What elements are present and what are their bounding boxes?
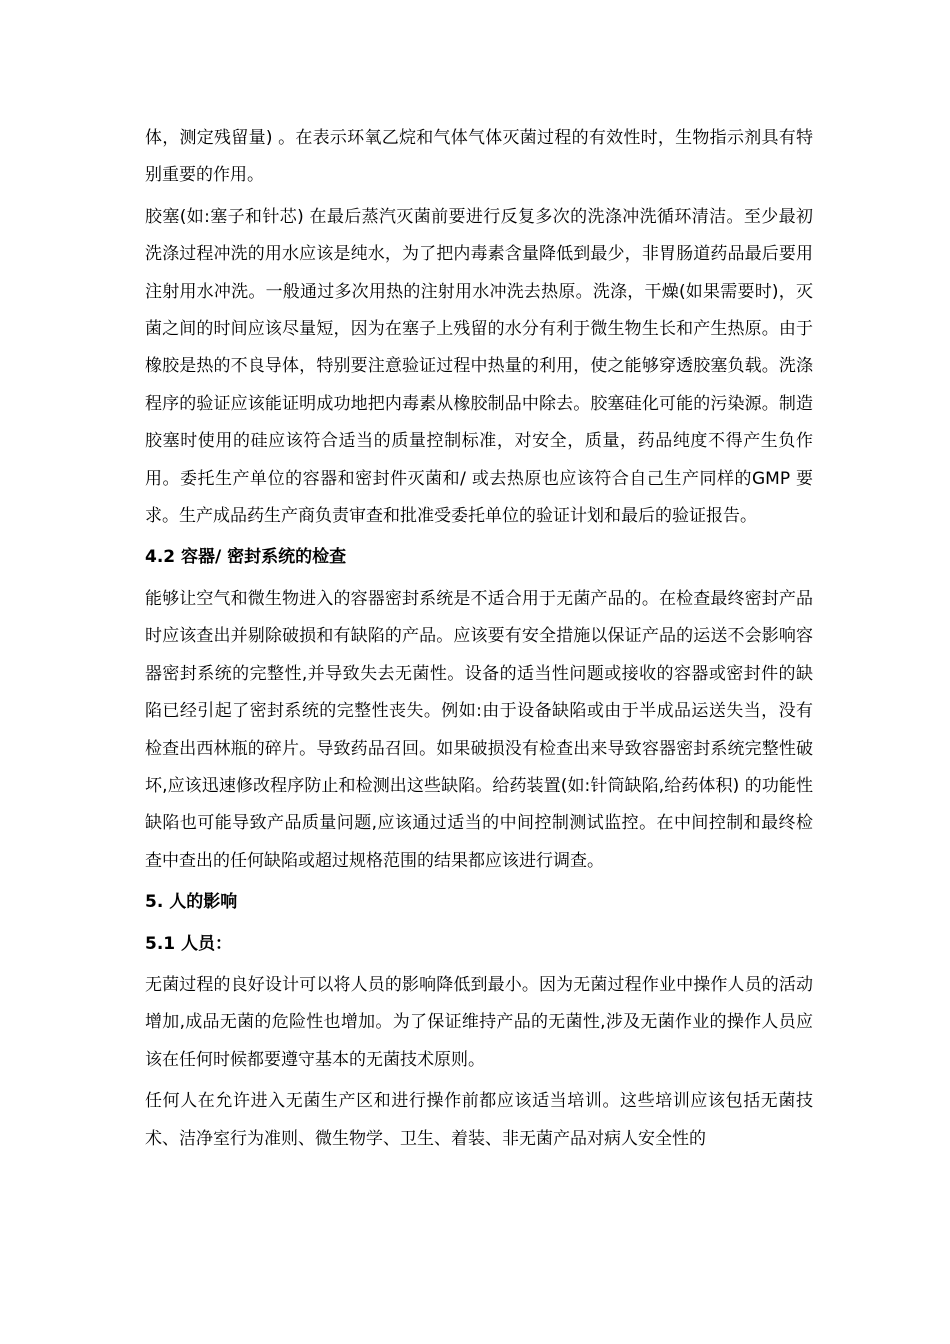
document-body bbox=[145, 120, 813, 1162]
paragraph-bio-indicator: 体，测定残留量) 。在表示环氧乙烷和气体气体灭菌过程的有效性时，生物指示剂具有特别重要的作用。 bbox=[145, 128, 813, 186]
section-heading-5-1: 5.1 人员： bbox=[145, 933, 233, 954]
paragraph-personnel-training: 任何人在允许进入无菌生产区和进行操作前都应该适当培训。这些培训应该包括无菌技术、洁净室行为准则、微生物学、卫生、着装、非无菌产品对病人安全性的 bbox=[145, 1091, 813, 1149]
section-heading-4-2: 4.2 容器/ 密封系统的检查 bbox=[145, 547, 347, 568]
paragraph-container-inspection: 能够让空气和微生物进入的容器密封系统是不适合用于无菌产品的。在检查最终密封产品时应该查出并剔除破损和有缺陷的产品。应该要有安全措施以保证产品的运送不会影响容器密封系统的完整性,并导致失去无菌性。设备的适当性问题或接收的容器或密封件的缺陷已经引起了密封系统的完整性丧失。例如:由于设备缺陷或由于半成品运送失当，没有检查出西林瓶的碎片。导致药品召回。如果破损没有检查出来导致容器密封系统完整性破坏,应该迅速修改程序防止和检测出这些缺陷。给药装置(如:针筒缺陷,给药体积) 的功能性缺陷也可能导致产品质量问题,应该通过适当的中间控制测试监控。在中间控制和最终检查中查出的任何缺陷或超过规格范围的结果都应该进行调查。 bbox=[145, 588, 813, 871]
section-heading-5: 5. 人的影响 bbox=[145, 892, 238, 913]
paragraph-rubber-stoppers: 胶塞(如:塞子和针芯) 在最后蒸汽灭菌前要进行反复多次的洗涤冲洗循环清洁。至少最初洗涤过程冲洗的用水应该是纯水，为了把内毒素含量降低到最少，非胃肠道药品最后要用注射用水冲洗。一般通过多次用热的注射用水冲洗去热原。洗涤，干燥(如果需要时)，灭菌之间的时间应该尽量短，因为在塞子上残留的水分有利于微生物生长和产生热原。由于橡胶是热的不良导体，特别要注意验证过程中热量的利用，使之能够穿透胶塞负载。洗涤程序的验证应该能证明成功地把内毒素从橡胶制品中除去。胶塞硅化可能的污染源。制造胶塞时使用的硅应该符合适当的质量控制标准，对安全，质量，药品纯度不得产生负作用。委托生产单位的容器和密封件灭菌和/ 或去热原也应该符合自己生产同样的GMP 要求。生产成品药生产商负责审查和批准受委托单位的验证计划和最后的验证报告。 bbox=[145, 206, 813, 527]
paragraph-personnel-design: 无菌过程的良好设计可以将人员的影响降低到最小。因为无菌过程作业中操作人员的活动增加,成品无菌的危险性也增加。为了保证维持产品的无菌性,涉及无菌作业的操作人员应该在任何时候都要遵守基本的无菌技术原则。 bbox=[145, 974, 813, 1070]
